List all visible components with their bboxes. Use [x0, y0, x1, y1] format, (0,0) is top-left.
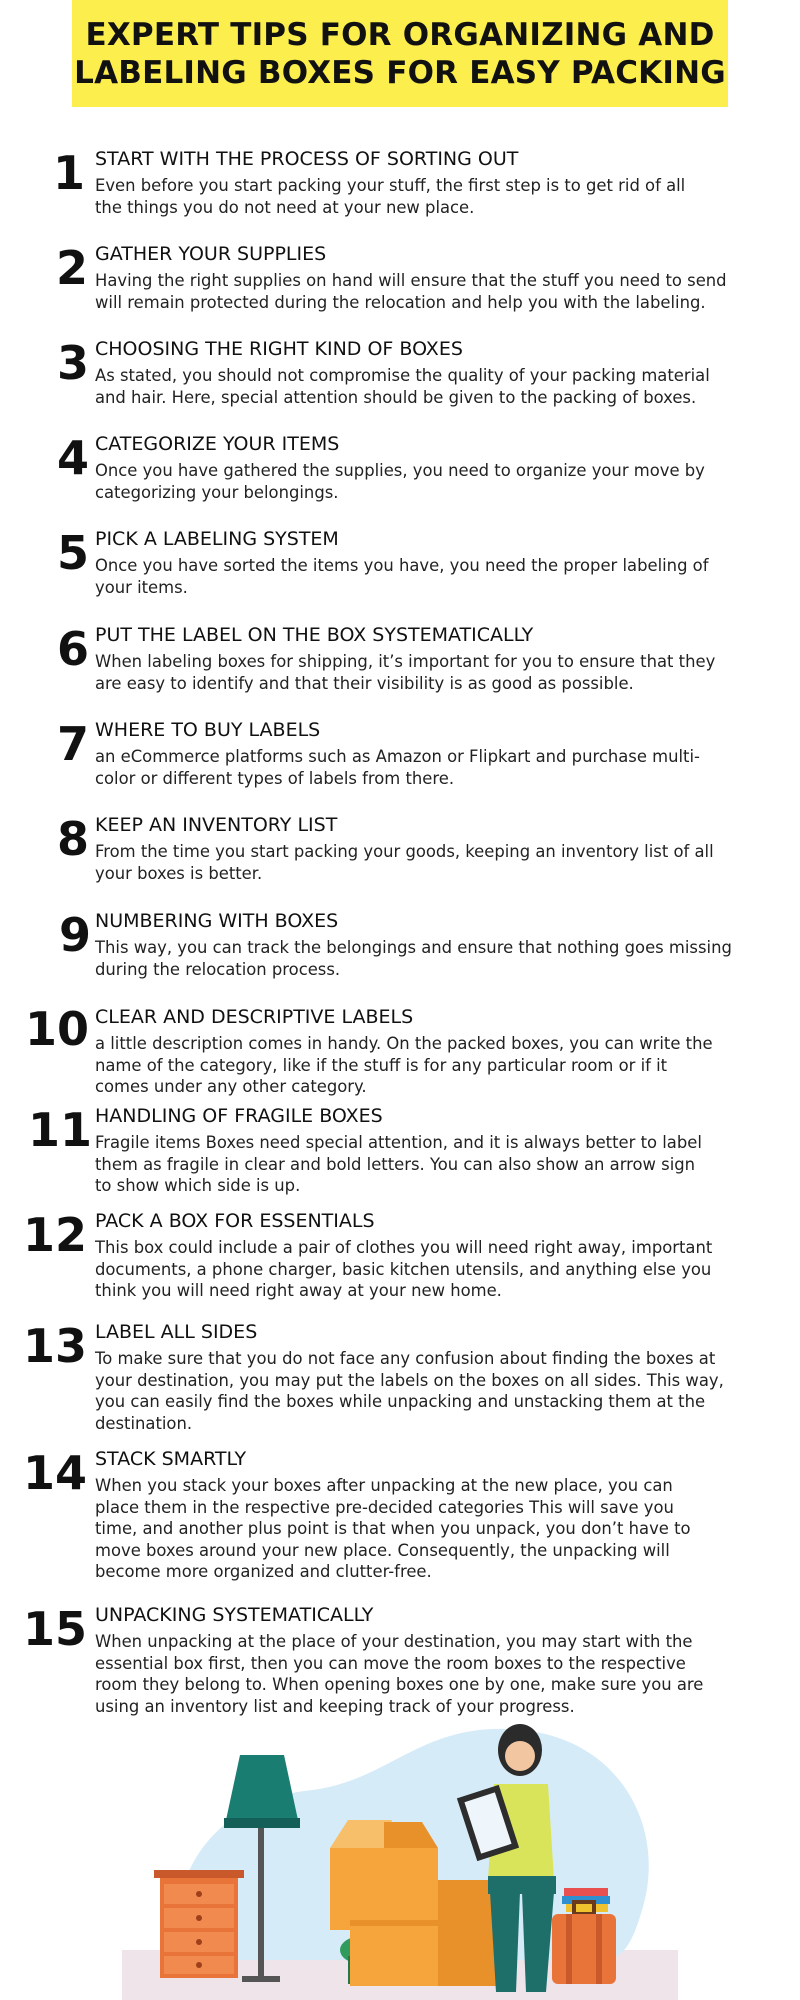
- tip-body: Fragile items Boxes need special attention, and it is always better to label them as fragile in clear and bold letters. You can also show an arrow sign to show which side is up.: [95, 1133, 702, 1195]
- suitcase-icon: [552, 1902, 616, 1984]
- tip-number: 5: [56, 526, 89, 580]
- title-banner: [72, 0, 728, 107]
- tip-number: 10: [24, 1002, 89, 1056]
- tip-body: From the time you start packing your goods, keeping an inventory list of all your boxes is better.: [95, 842, 714, 883]
- tip-heading: STACK SMARTLY: [95, 1448, 247, 1470]
- tip-heading: HANDLING OF FRAGILE BOXES: [95, 1105, 383, 1127]
- tip-body: Once you have gathered the supplies, you need to organize your move by categorizing your belongings.: [95, 461, 705, 502]
- tip-heading: NUMBERING WITH BOXES: [95, 910, 339, 932]
- tip-body: When labeling boxes for shipping, it’s important for you to ensure that they are easy to identify and that their visibility is as good as possible.: [95, 652, 716, 693]
- tip-heading: UNPACKING SYSTEMATICALLY: [95, 1604, 374, 1626]
- tip-body: This box could include a pair of clothes you will need right away, important documents, a phone charger, basic kitchen utensils, and anything else you think you will need right away at your new home.: [95, 1238, 713, 1300]
- tip-number: 14: [22, 1446, 87, 1500]
- tip-heading: START WITH THE PROCESS OF SORTING OUT: [95, 148, 519, 170]
- tip-number: 15: [22, 1602, 87, 1656]
- tip-heading: PUT THE LABEL ON THE BOX SYSTEMATICALLY: [95, 624, 534, 646]
- tip-heading: PICK A LABELING SYSTEM: [95, 528, 339, 550]
- tip-body: Having the right supplies on hand will ensure that the stuff you need to send will remain protected during the relocation and help you with the labeling.: [95, 271, 727, 312]
- tip-number: 8: [56, 812, 89, 866]
- tip-body: an eCommerce platforms such as Amazon or Flipkart and purchase multi- color or different types of labels from there.: [95, 747, 700, 788]
- tip-number: 2: [55, 241, 88, 295]
- tip-body: Even before you start packing your stuff, the first step is to get rid of all the things you do not need at your new place.: [95, 176, 686, 217]
- tip-heading: CATEGORIZE YOUR ITEMS: [95, 433, 340, 455]
- tip-heading: KEEP AN INVENTORY LIST: [95, 814, 338, 836]
- tip-heading: LABEL ALL SIDES: [95, 1321, 258, 1343]
- tip-heading: WHERE TO BUY LABELS: [95, 719, 321, 741]
- page-title: EXPERT TIPS FOR ORGANIZING AND LABELING BOXES FOR EASY PACKING: [74, 16, 726, 91]
- tip-body: When unpacking at the place of your destination, you may start with the essential box first, then you can move the room boxes to the respective room they belong to. When opening boxes one by one, make sure you are using an inventory list and keeping track of your progress.: [95, 1632, 704, 1716]
- tip-body: When you stack your boxes after unpacking at the new place, you can place them in the respective pre-decided categories This will save you time, and another plus point is that when you unpack, you don’t have to move boxes around your new place. Consequently, the unpacking will become more organized and clutter-free.: [95, 1476, 691, 1581]
- tip-body: a little description comes in handy. On the packed boxes, you can write the name of the category, like if the stuff is for any particular room or if it comes under any other category.: [95, 1034, 713, 1096]
- dresser-icon: [154, 1870, 244, 1978]
- tip-number: 7: [56, 717, 89, 771]
- tip-number: 12: [22, 1208, 87, 1262]
- tip-number: 11: [27, 1103, 92, 1157]
- tip-number: 13: [22, 1319, 87, 1373]
- tip-heading: CHOOSING THE RIGHT KIND OF BOXES: [95, 338, 463, 360]
- moving-illustration: [122, 1710, 678, 2000]
- tip-number: 4: [56, 431, 89, 485]
- tip-body: This way, you can track the belongings and ensure that nothing goes missing during the relocation process.: [95, 938, 732, 979]
- tip-heading: GATHER YOUR SUPPLIES: [95, 243, 327, 265]
- tip-number: 6: [56, 622, 89, 676]
- tip-body: As stated, you should not compromise the quality of your packing material and hair. Here, special attention should be given to the packing of boxes.: [95, 366, 710, 407]
- tip-body: Once you have sorted the items you have, you need the proper labeling of your items.: [95, 556, 709, 597]
- tip-body: To make sure that you do not face any confusion about finding the boxes at your destination, you may put the labels on the boxes on all sides. This way, you can easily find the boxes while unpacking and unstacking them at the destination.: [95, 1349, 724, 1433]
- tip-heading: CLEAR AND DESCRIPTIVE LABELS: [95, 1006, 414, 1028]
- tip-number: 1: [52, 146, 85, 200]
- tip-number: 9: [58, 908, 91, 962]
- tip-heading: PACK A BOX FOR ESSENTIALS: [95, 1210, 375, 1232]
- tip-number: 3: [56, 336, 89, 390]
